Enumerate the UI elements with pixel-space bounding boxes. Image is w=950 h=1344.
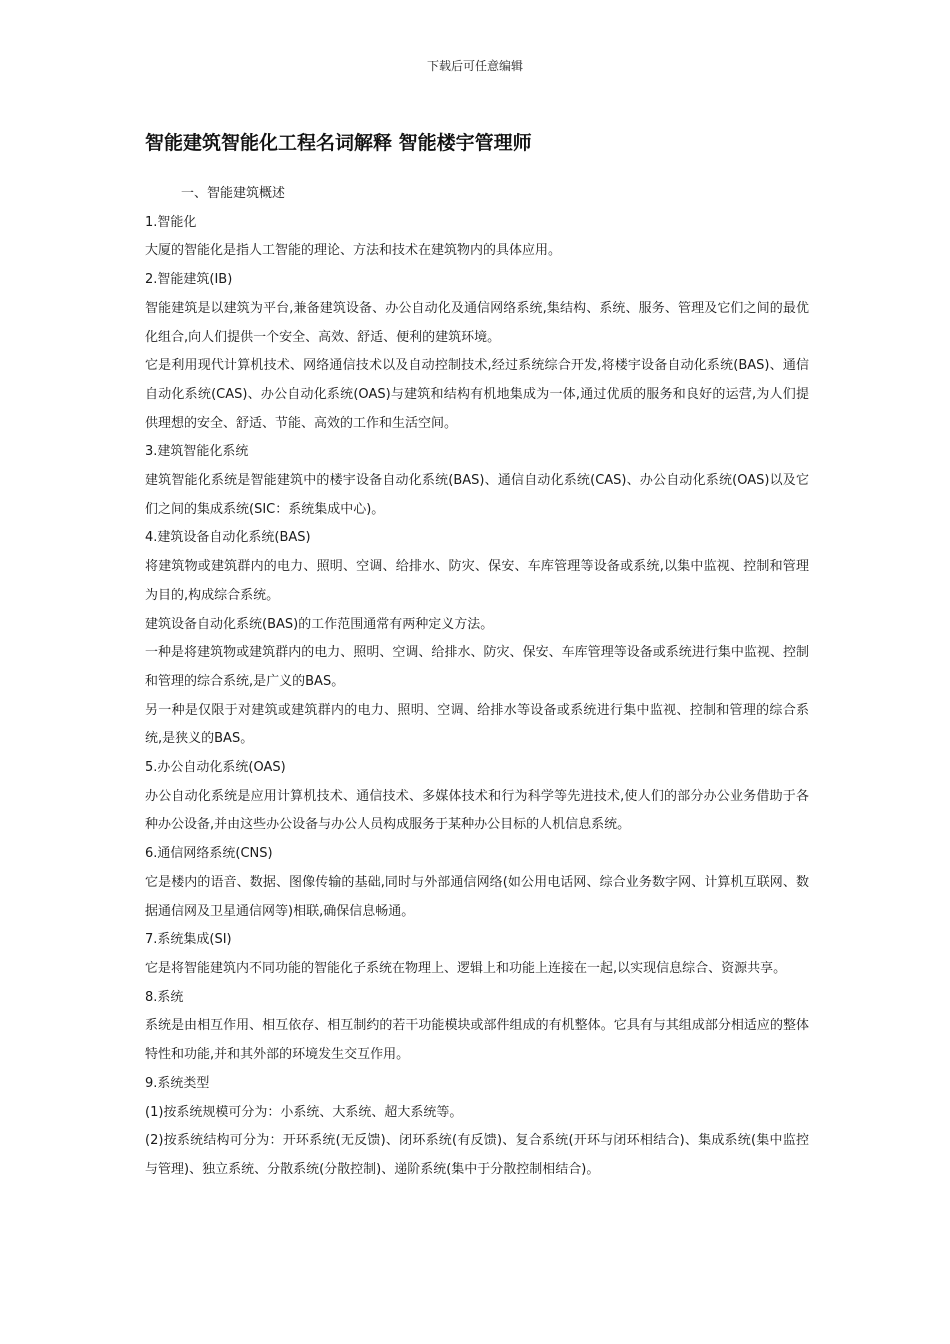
term-heading: 4.建筑设备自动化系统(BAS) <box>145 530 311 546</box>
paragraph: 它是利用现代计算机技术、网络通信技术以及自动控制技术,经过系统综合开发,将楼宇设备自动化系统(BAS)、通信自动化系统(CAS)、办公自动化系统(OAS)与建筑和结构有机地集成为一体,通过优质的服务和良好的运营,为人们提供理想的安全、舒适、节能、高效的工作和生活空间。 <box>145 358 809 431</box>
paragraph: 将建筑物或建筑群内的电力、照明、空调、给排水、防灾、保安、车库管理等设备或系统,以集中监视、控制和管理为目的,构成综合系统。 <box>145 559 809 603</box>
term-heading: 6.通信网络系统(CNS) <box>145 846 273 862</box>
document-body <box>145 180 809 1185</box>
term-heading: 5.办公自动化系统(OAS) <box>145 760 286 776</box>
paragraph: 它是楼内的语音、数据、图像传输的基础,同时与外部通信网络(如公用电话网、综合业务数字网、计算机互联网、数据通信网及卫星通信网等)相联,确保信息畅通。 <box>145 874 809 919</box>
paragraph: (1)按系统规模可分为：小系统、大系统、超大系统等。 <box>145 1104 463 1120</box>
paragraph: 办公自动化系统是应用计算机技术、通信技术、多媒体技术和行为科学等先进技术,使人们的部分办公业务借助于各种办公设备,并由这些办公设备与办公人员构成服务于某种办公目标的人机信息系统。 <box>145 788 809 833</box>
term-heading: 8.系统 <box>145 989 184 1005</box>
term-heading: 9.系统类型 <box>145 1075 210 1091</box>
paragraph: (2)按系统结构可分为：开环系统(无反馈)、闭环系统(有反馈)、复合系统(开环与闭环相结合)、集成系统(集中监控与管理)、独立系统、分散系统(分散控制)、递阶系统(集中于分散控制相结合)。 <box>145 1133 809 1177</box>
section-heading: 一、智能建筑概述 <box>181 186 286 201</box>
paragraph: 大厦的智能化是指人工智能的理论、方法和技术在建筑物内的具体应用。 <box>145 243 562 259</box>
term-heading: 2.智能建筑(IB) <box>145 272 233 288</box>
term-heading: 3.建筑智能化系统 <box>145 444 249 460</box>
paragraph: 一种是将建筑物或建筑群内的电力、照明、空调、给排水、防灾、保安、车库管理等设备或系统进行集中监视、控制和管理的综合系统,是广义的BAS。 <box>145 645 809 689</box>
document-title: 智能建筑智能化工程名词解释 智能楼宇管理师 <box>145 132 532 154</box>
paragraph: 建筑设备自动化系统(BAS)的工作范围通常有两种定义方法。 <box>145 616 494 632</box>
paragraph: 建筑智能化系统是智能建筑中的楼宇设备自动化系统(BAS)、通信自动化系统(CAS)、办公自动化系统(OAS)以及它们之间的集成系统(SIC：系统集成中心)。 <box>145 473 809 517</box>
term-heading: 1.智能化 <box>145 214 197 230</box>
paragraph: 智能建筑是以建筑为平台,兼备建筑设备、办公自动化及通信网络系统,集结构、系统、服务、管理及它们之间的最优化组合,向人们提供一个安全、高效、舒适、便利的建筑环境。 <box>145 300 809 345</box>
paragraph: 另一种是仅限于对建筑或建筑群内的电力、照明、空调、给排水等设备或系统进行集中监视、控制和管理的综合系统,是狭义的BAS。 <box>145 702 809 747</box>
paragraph: 系统是由相互作用、相互依存、相互制约的若干功能模块或部件组成的有机整体。它具有与其组成部分相适应的整体特性和功能,并和其外部的环境发生交互作用。 <box>145 1018 809 1063</box>
header-note: 下载后可任意编辑 <box>426 59 523 73</box>
term-heading: 7.系统集成(SI) <box>145 932 232 948</box>
paragraph: 它是将智能建筑内不同功能的智能化子系统在物理上、逻辑上和功能上连接在一起,以实现信息综合、资源共享。 <box>145 960 787 976</box>
